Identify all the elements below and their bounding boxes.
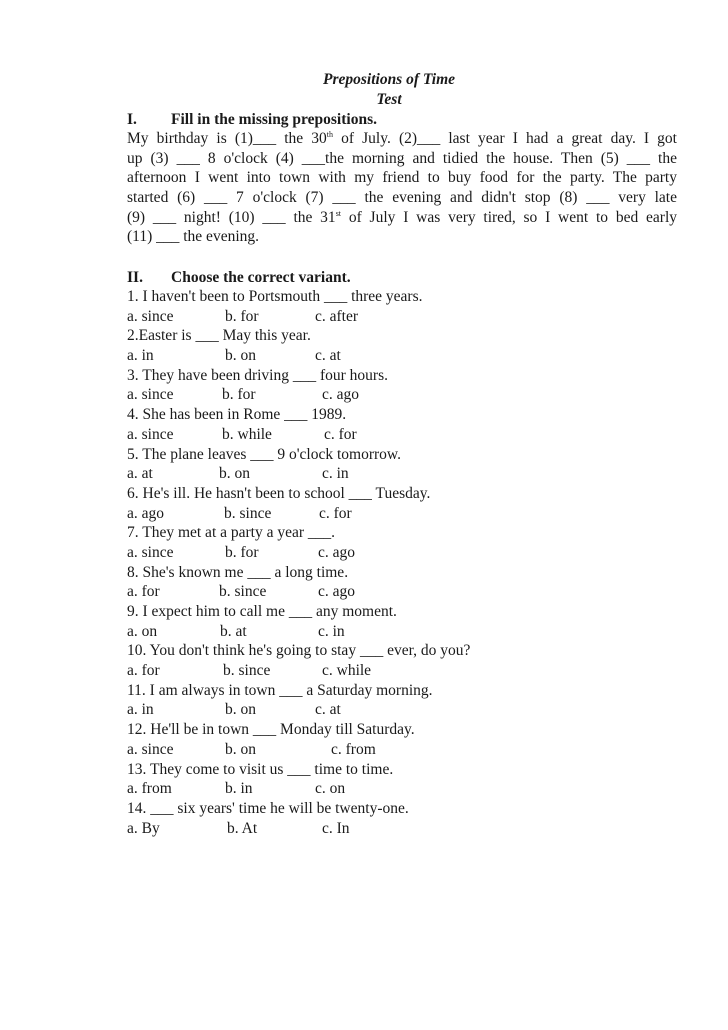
ordinal-suffix: st (335, 208, 342, 218)
answer-options (127, 385, 687, 405)
answer-options (127, 425, 687, 445)
option-a[interactable]: a. since (127, 425, 174, 443)
answer-options (127, 819, 687, 839)
option-a[interactable]: a. since (127, 543, 174, 561)
question-text: 3. They have been driving ___ four hours. (127, 366, 389, 384)
question-text: 7. They met at a party a year ___. (127, 524, 336, 542)
paragraph-line (127, 227, 677, 247)
question-text: 6. He's ill. He hasn't been to school ___ Tuesday. (127, 484, 431, 502)
option-b[interactable]: b. while (222, 425, 272, 443)
option-a[interactable]: a. for (127, 583, 160, 601)
paragraph-line (127, 208, 677, 228)
section-2-number: II. (127, 269, 143, 286)
page-title: Prepositions of Time (322, 71, 456, 88)
paragraph-line (127, 188, 677, 208)
option-b[interactable]: b. on (219, 465, 250, 483)
question-list (127, 287, 687, 838)
option-c[interactable]: c. ago (322, 386, 360, 404)
answer-options (127, 622, 687, 642)
option-b[interactable]: b. since (219, 583, 267, 601)
answer-options (127, 582, 687, 602)
answer-options (127, 661, 687, 681)
question-text: 14. ___ six years' time he will be twenty-one. (127, 799, 409, 817)
option-a[interactable]: a. at (127, 465, 153, 483)
question-text: 10. You don't think he's going to stay ___ ever, do you? (127, 642, 471, 660)
option-c[interactable]: c. at (315, 347, 341, 365)
option-b[interactable]: b. since (223, 662, 271, 680)
paragraph-text: (9) ___ night! (10) ___ the 31 (127, 208, 336, 226)
question-text: 4. She has been in Rome ___ 1989. (127, 406, 347, 424)
paragraph-line (127, 149, 677, 169)
section-1-number: I. (127, 111, 137, 128)
option-a[interactable]: a. since (127, 386, 174, 404)
fill-in-paragraph (127, 129, 677, 247)
section-1-heading (127, 110, 377, 130)
question-text: 5. The plane leaves ___ 9 o'clock tomorrow. (127, 445, 401, 463)
option-b[interactable]: b. since (224, 504, 272, 522)
answer-options (127, 700, 687, 720)
section-2-title: Choose the correct variant. (171, 269, 351, 286)
question-text: 8. She's known me ___ a long time. (127, 563, 349, 581)
question-text: 12. He'll be in town ___ Monday till Saturday. (127, 721, 415, 739)
paragraph-text: My birthday is (1)___ the 30 (127, 130, 327, 147)
answer-options (127, 464, 687, 484)
paragraph-text: of July I was very tired, so I went to bed early (341, 208, 678, 226)
paragraph-text: afternoon I went into town with my friend to buy food for the party. The party (127, 169, 677, 187)
option-c[interactable]: c. in (322, 465, 349, 483)
answer-options (127, 543, 687, 563)
question-text: 1. I haven't been to Portsmouth ___ three years. (127, 288, 423, 305)
option-b[interactable]: b. in (225, 780, 253, 798)
question-text: 13. They come to visit us ___ time to time. (127, 760, 394, 778)
question-text: 11. I am always in town ___ a Saturday morning. (127, 681, 433, 699)
option-c[interactable]: c. while (322, 662, 372, 680)
option-a[interactable]: a. in (127, 701, 154, 719)
page-subtitle: Test (376, 91, 402, 108)
option-a[interactable]: a. since (127, 740, 174, 758)
option-b[interactable]: b. on (225, 740, 256, 758)
ordinal-suffix: th (326, 130, 334, 139)
section-2-heading (127, 268, 351, 288)
paragraph-text: of July. (2)___ last year I had a great day. I got (333, 130, 677, 147)
option-a[interactable]: a. By (127, 819, 160, 837)
answer-options (127, 504, 687, 524)
option-c[interactable]: c. for (324, 425, 357, 443)
option-b[interactable]: b. for (222, 386, 256, 404)
option-a[interactable]: a. since (127, 307, 174, 325)
paragraph-text: up (3) ___ 8 o'clock (4) ___the morning and tidied the house. Then (5) ___ the (127, 149, 677, 167)
option-b[interactable]: b. at (220, 622, 247, 640)
paragraph-text: started (6) ___ 7 o'clock (7) ___ the evening and didn't stop (8) ___ very late (127, 189, 677, 207)
option-c[interactable]: c. in (318, 622, 345, 640)
option-b[interactable]: b. for (225, 307, 259, 325)
option-c[interactable]: c. ago (318, 543, 356, 561)
question-text: 2.Easter is ___ May this year. (127, 327, 311, 345)
option-c[interactable]: c. after (315, 307, 359, 325)
option-a[interactable]: a. from (127, 780, 172, 798)
option-b[interactable]: b. on (225, 347, 256, 365)
option-c[interactable]: c. on (315, 780, 346, 798)
option-a[interactable]: a. for (127, 662, 160, 680)
option-c[interactable]: c. at (315, 701, 341, 719)
option-c[interactable]: c. In (322, 819, 350, 837)
answer-options (127, 307, 687, 327)
option-b[interactable]: b. on (225, 701, 256, 719)
option-b[interactable]: b. for (225, 543, 259, 561)
question-text: 9. I expect him to call me ___ any moment. (127, 603, 397, 620)
option-c[interactable]: c. for (319, 504, 352, 522)
section-1-title: Fill in the missing prepositions. (171, 111, 377, 128)
option-a[interactable]: a. on (127, 622, 158, 640)
option-c[interactable]: c. ago (318, 583, 356, 601)
paragraph-line (127, 129, 677, 149)
option-a[interactable]: a. in (127, 347, 154, 365)
option-c[interactable]: c. from (331, 740, 376, 758)
paragraph-line (127, 168, 677, 188)
answer-options (127, 346, 687, 366)
paragraph-text: (11) ___ the evening. (127, 228, 259, 246)
answer-options (127, 740, 687, 760)
option-b[interactable]: b. At (227, 819, 258, 837)
answer-options (127, 779, 687, 799)
option-a[interactable]: a. ago (127, 504, 165, 522)
